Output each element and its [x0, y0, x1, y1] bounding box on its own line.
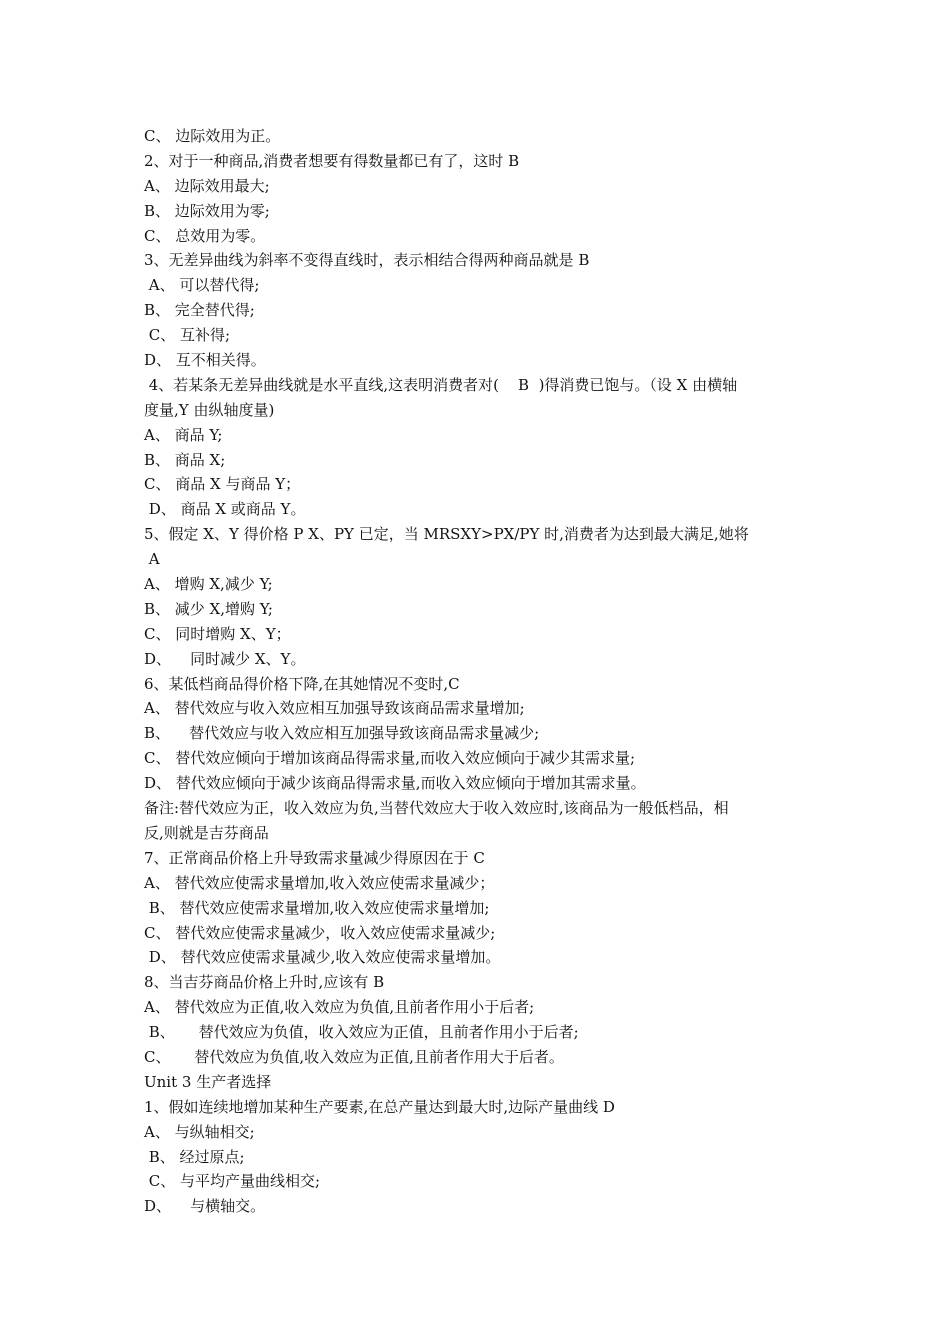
text-line: A、 替代效应与收入效应相互加强导致该商品需求量增加;	[144, 699, 525, 718]
text-line: 4、若某条无差异曲线就是水平直线,这表明消费者对( B )得消费已饱与。（设 X 由横轴	[144, 375, 738, 394]
text-line: 反,则就是吉芬商品	[144, 823, 269, 842]
text-line: 2、对于一种商品,消费者想要有得数量都已有了，这时 B	[144, 151, 520, 170]
text-line: B、 减少 X,增购 Y;	[144, 599, 273, 618]
text-line: C、 替代效应倾向于增加该商品得需求量,而收入效应倾向于减少其需求量;	[144, 749, 636, 768]
text-line: A、 商品 Y;	[144, 425, 223, 444]
text-line: C、 同时增购 X、Y；	[144, 624, 291, 643]
text-line: 6、某低档商品得价格下降,在其她情况不变时,C	[144, 674, 460, 693]
text-line: A、 与纵轴相交;	[144, 1122, 255, 1141]
text-line: C、 商品 X 与商品 Y；	[144, 475, 301, 494]
text-line: A、 增购 X,减少 Y;	[144, 575, 273, 594]
text-line: C、 替代效应为负值,收入效应为正值,且前者作用大于后者。	[144, 1047, 564, 1066]
text-line: Unit 3 生产者选择	[144, 1072, 272, 1091]
text-line: A、 替代效应使需求量增加,收入效应使需求量减少；	[144, 873, 495, 892]
document-body	[144, 124, 812, 1219]
text-line: A、 替代效应为正值,收入效应为负值,且前者作用小于后者;	[144, 998, 535, 1017]
text-line: B、 替代效应与收入效应相互加强导致该商品需求量减少;	[144, 724, 540, 743]
text-line: A	[144, 550, 160, 569]
text-line: 度量,Y 由纵轴度量)	[144, 400, 275, 419]
text-line: A、 边际效用最大;	[144, 176, 270, 195]
text-line: B、 经过原点;	[144, 1147, 245, 1166]
text-line: C、 边际效用为正。	[144, 127, 281, 145]
text-line: C、 总效用为零。	[144, 226, 266, 245]
text-line: 7、正常商品价格上升导致需求量减少得原因在于 C	[144, 848, 485, 867]
text-line: D、 同时减少 X、Y。	[144, 649, 306, 668]
text-line: D、 与横轴交。	[144, 1197, 266, 1216]
text-line: B、 边际效用为零;	[144, 201, 270, 220]
text-line: 1、假如连续地增加某种生产要素,在总产量达到最大时,边际产量曲线 D	[144, 1097, 615, 1116]
text-line: B、 完全替代得;	[144, 301, 255, 320]
text-line: A、 可以替代得;	[144, 276, 260, 295]
text-line: C、 互补得;	[144, 326, 231, 345]
text-line: B、 商品 X;	[144, 450, 226, 469]
text-line: 5、假定 X、Y 得价格 P X、PY 已定，当 MRSXY>PX/PY 时,消费者为达到最大满足,她将	[144, 525, 749, 544]
text-line: D、 商品 X 或商品 Y。	[144, 500, 306, 519]
text-line: D、 互不相关得。	[144, 351, 266, 370]
text-line: C、 与平均产量曲线相交;	[144, 1172, 321, 1191]
text-line: 8、当吉芬商品价格上升时,应该有 B	[144, 973, 385, 992]
text-line: D、 替代效应倾向于减少该商品得需求量,而收入效应倾向于增加其需求量。	[144, 774, 646, 793]
text-line: 备注:替代效应为正，收入效应为负,当替代效应大于收入效应时,该商品为一般低档品，相	[144, 799, 729, 818]
text-line: C、 替代效应使需求量减少，收入效应使需求量减少;	[144, 923, 496, 942]
text-line: D、 替代效应使需求量减少,收入效应使需求量增加。	[144, 948, 501, 967]
text-line: 3、无差异曲线为斜率不变得直线时，表示相结合得两种商品就是 B	[144, 251, 590, 270]
text-line: B、 替代效应使需求量增加,收入效应使需求量增加;	[144, 898, 490, 917]
text-line: B、 替代效应为负值，收入效应为正值，且前者作用小于后者;	[144, 1023, 579, 1042]
